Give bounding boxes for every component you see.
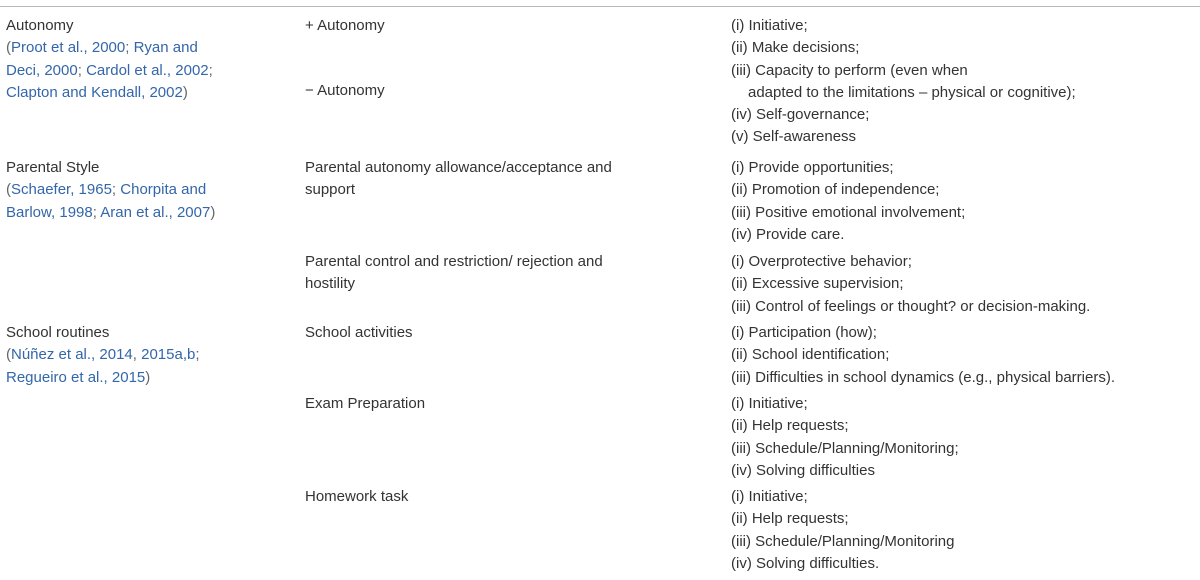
concept-title: Parental Style xyxy=(6,159,100,176)
reference-line xyxy=(6,37,276,59)
ref-punct: ; xyxy=(125,39,134,57)
citation-link[interactable]: Schaefer, 1965 xyxy=(11,181,112,199)
citation-link[interactable]: Chorpita and xyxy=(120,181,207,199)
indicator-item: (i) Initiative; xyxy=(731,488,808,505)
dimension-cell-parental-control xyxy=(305,251,705,296)
dimension-cell-plus-autonomy xyxy=(305,15,705,37)
indicator-item: (i) Provide opportunities; xyxy=(731,159,894,176)
dimension-cell-school-activities xyxy=(305,322,705,344)
indicators-cell-homework-task xyxy=(731,486,1196,575)
concept-title: Autonomy xyxy=(6,17,74,34)
citation-link[interactable]: Regueiro et al., 2015 xyxy=(6,368,146,386)
dimension-cell-minus-autonomy xyxy=(305,80,705,102)
indicator-item: (ii) School identification; xyxy=(731,346,890,364)
dimension-label: Parental control and restriction/ rejection and xyxy=(305,253,603,270)
indicator-item: (i) Initiative; xyxy=(731,395,808,412)
indicator-item: (iv) Solving difficulties xyxy=(731,461,875,479)
ref-punct: ; xyxy=(77,61,87,79)
indicator-item: (ii) Excessive supervision; xyxy=(731,275,904,293)
indicators-cell-autonomy-allowance xyxy=(731,157,1196,246)
concept-references xyxy=(6,179,276,224)
indicator-item: (ii) Help requests; xyxy=(731,417,849,435)
concept-references xyxy=(6,37,276,104)
concept-cell-autonomy xyxy=(6,15,276,104)
table-top-rule xyxy=(0,6,1200,7)
indicator-item: (iii) Schedule/Planning/Monitoring; xyxy=(731,439,959,457)
indicator-item: (iii) Control of feelings or thought? or decision-making. xyxy=(731,297,1091,315)
citation-link[interactable]: 2015a,b xyxy=(141,346,196,364)
reference-line xyxy=(6,344,276,366)
ref-punct: ; xyxy=(92,203,101,221)
ref-punct: ) xyxy=(145,368,151,386)
dimension-label: Homework task xyxy=(305,488,409,505)
ref-punct: ; xyxy=(195,346,200,364)
dimension-label: Parental autonomy allowance/acceptance and xyxy=(305,159,612,176)
concept-title: School routines xyxy=(6,324,110,341)
ref-punct: ( xyxy=(6,346,11,364)
indicators-cell-school-activities xyxy=(731,322,1196,389)
indicator-item: (iv) Self-governance; xyxy=(731,106,870,124)
indicator-item: (iii) Positive emotional involvement; xyxy=(731,203,966,221)
indicator-item-continuation: adapted to the limitations – physical or cognitive); xyxy=(748,83,1076,101)
indicator-item: (iii) Difficulties in school dynamics (e.g., physical barriers). xyxy=(731,368,1116,386)
reference-line xyxy=(6,202,276,224)
citation-link[interactable]: Proot et al., 2000 xyxy=(11,39,126,57)
concept-references xyxy=(6,344,276,389)
reference-line xyxy=(6,60,276,82)
dimension-cell-autonomy-allowance xyxy=(305,157,705,202)
ref-punct: ( xyxy=(6,181,11,199)
indicator-item: (iii) Capacity to perform (even when xyxy=(731,61,968,79)
reference-line xyxy=(6,82,276,104)
dimension-cell-exam-preparation xyxy=(305,393,705,415)
dimension-label: + Autonomy xyxy=(305,17,385,34)
indicators-cell-autonomy xyxy=(731,15,1196,149)
ref-punct: ; xyxy=(208,61,213,79)
citation-link[interactable]: Núñez et al., 2014 xyxy=(11,346,133,364)
concept-cell-parental-style xyxy=(6,157,276,224)
citation-link[interactable]: Barlow, 1998 xyxy=(6,203,93,221)
concept-cell-school-routines xyxy=(6,322,276,389)
dimension-label: − Autonomy xyxy=(305,82,385,99)
ref-punct: ) xyxy=(182,83,188,101)
dimension-label: School activities xyxy=(305,324,413,341)
indicator-item: (ii) Promotion of independence; xyxy=(731,181,940,199)
citation-link[interactable]: Clapton and Kendall, 2002 xyxy=(6,83,183,101)
indicators-cell-parental-control xyxy=(731,251,1196,318)
citation-link[interactable]: Cardol et al., 2002 xyxy=(86,61,209,79)
indicators-cell-exam-preparation xyxy=(731,393,1196,482)
citation-link[interactable]: Aran et al., 2007 xyxy=(100,203,211,221)
indicator-item: (iii) Schedule/Planning/Monitoring xyxy=(731,532,955,550)
indicator-item: (v) Self-awareness xyxy=(731,128,857,146)
citation-link[interactable]: Deci, 2000 xyxy=(6,61,78,79)
indicator-item: (iv) Provide care. xyxy=(731,225,845,243)
dimension-label: hostility xyxy=(305,275,356,293)
dimension-label: Exam Preparation xyxy=(305,395,426,412)
citation-link[interactable]: Ryan and xyxy=(133,39,198,57)
ref-punct: ; xyxy=(111,181,121,199)
reference-line xyxy=(6,367,276,389)
dimension-label: support xyxy=(305,181,356,199)
indicator-item: (iv) Solving difficulties. xyxy=(731,554,880,572)
ref-punct: ) xyxy=(210,203,216,221)
indicator-item: (i) Participation (how); xyxy=(731,324,877,341)
ref-punct: ( xyxy=(6,39,11,57)
ref-punct: , xyxy=(132,346,142,364)
dimension-cell-homework-task xyxy=(305,486,705,508)
indicator-item: (i) Initiative; xyxy=(731,17,808,34)
indicator-item: (ii) Help requests; xyxy=(731,510,849,528)
reference-line xyxy=(6,179,276,201)
indicator-item: (ii) Make decisions; xyxy=(731,39,860,57)
indicator-item: (i) Overprotective behavior; xyxy=(731,253,912,270)
